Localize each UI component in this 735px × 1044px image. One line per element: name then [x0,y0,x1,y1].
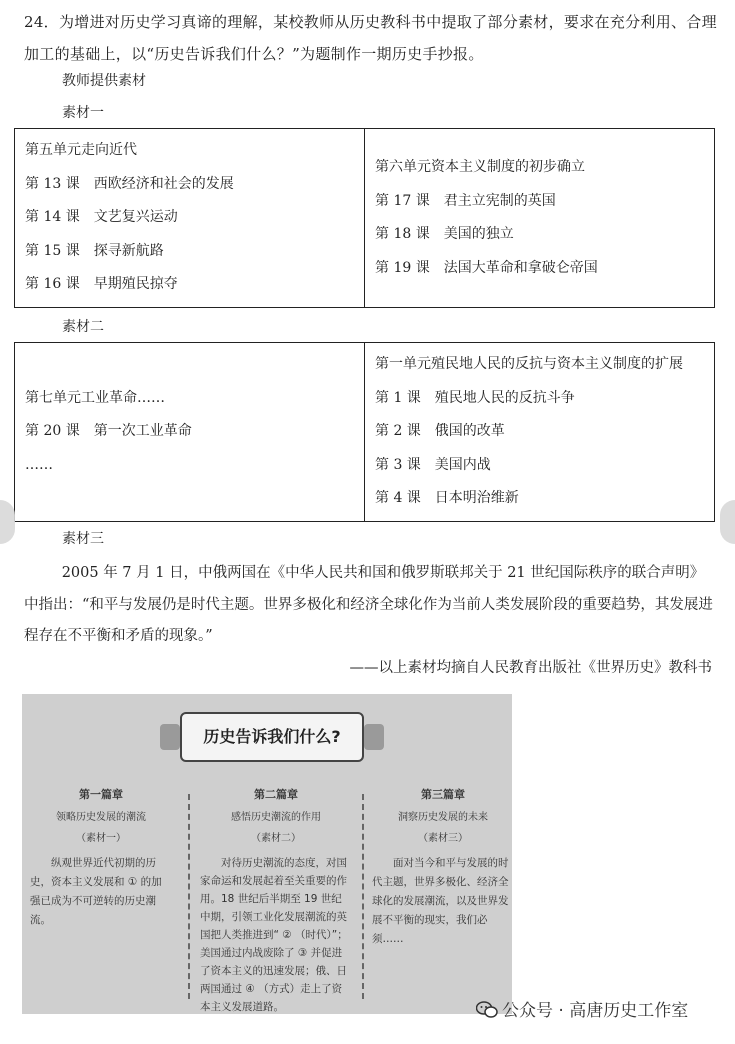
chapter-1-heading: 第一篇章 [79,788,123,801]
unit5-title: 第五单元走向近代 [25,142,137,159]
material-source: ——以上素材均摘自人民教育出版社《世界历史》教科书 [349,659,712,676]
lesson-3: 第 3 课 美国内战 [375,456,491,473]
watermark-text: 公众号 · 高唐历史工作室 [502,1001,689,1021]
poster-chapter-1 [30,786,172,1000]
material3-label: 素材三 [62,531,104,547]
unit6-title: 第六单元资本主义制度的初步确立 [375,159,585,175]
lesson-20: 第 20 课 第一次工业革命 [25,423,192,440]
material2-left-cell [15,343,365,522]
material2-right-cell [365,343,715,522]
poster-title: 历史告诉我们什么? [180,712,364,762]
poster-divider-2 [362,794,364,999]
lesson-1: 第 1 课 殖民地人民的反抗斗争 [375,389,575,406]
unit7-title: 第七单元工业革命…… [25,389,165,406]
lesson-16: 第 16 课 早期殖民掠夺 [25,276,178,293]
question-text: 24．为增进对历史学习真谛的理解，某校教师从历史教科书中提取了部分素材，要求在充分利用、合理加工的基础上，以“历史告诉我们什么？”为题制作一期历史手抄报。 [24,13,717,63]
chapter-3-subtitle: 洞察历史发展的未来 [398,812,488,823]
material3-block [24,558,714,684]
lesson-17: 第 17 课 君主立宪制的英国 [375,192,556,209]
chapter-3-heading: 第三篇章 [421,788,465,801]
lesson-4: 第 4 课 日本明治维新 [375,490,519,507]
poster-chapter-3 [372,786,512,1000]
lesson-19: 第 19 课 法国大革命和拿破仑帝国 [375,259,598,276]
lesson-13: 第 13 课 西欧经济和社会的发展 [25,175,234,192]
chapter-1-material: （素材一） [76,833,126,844]
material3-text: 2005 年 7 月 1 日，中俄两国在《中华人民共和国和俄罗斯联邦关于 21 世纪国际秩序的联合声明》中指出：“和平与发展仍是时代主题。世界多极化和经济全球化作为当前人类发展阶段的重要趋势，其发展进程存在不平衡和矛盾的现象。” [24,565,713,644]
poster-image [22,694,512,1014]
material1-right-cell [365,129,715,308]
material1-left-cell [15,129,365,308]
material2-ellipsis: …… [25,456,53,473]
lesson-14: 第 14 课 文艺复兴运动 [25,209,178,226]
previous-page-button[interactable] [0,500,15,544]
watermark [476,996,688,1021]
lesson-15: 第 15 课 探寻新航路 [25,242,164,259]
teacher-materials-label: 教师提供素材 [62,73,146,89]
material1-label: 素材一 [62,105,104,121]
unit1-title: 第一单元殖民地人民的反抗与资本主义制度的扩展 [375,356,683,373]
poster-chapter-2 [200,786,352,1013]
lesson-18: 第 18 课 美国的独立 [375,226,514,242]
chapter-2-heading: 第二篇章 [254,788,298,801]
chapter-1-body: 纵观世界近代初期的历史，资本主义发展和 ① 的加强已成为不可逆转的历史潮流。 [30,857,162,926]
chapter-2-subtitle: 感悟历史潮流的作用 [231,812,321,823]
chapter-2-material: （素材二） [251,833,301,844]
material2-table [14,342,715,522]
chapter-2-body: 对待历史潮流的态度，对国家命运和发展起着至关重要的作用。18 世纪后半期至 19 世纪中期，引领工业化发展潮流的英国把人类推进到“ ② （时代）”；美国通过内战废除了 ③ 并促进了资本主义的迅速发展；俄、日两国通过 ④ （方式）走上了资本主义发展道路。 [200,857,348,1013]
chapter-3-material: （素材三） [418,833,468,844]
poster-divider-1 [188,794,190,999]
material2-label: 素材二 [62,319,104,335]
chapter-1-subtitle: 领略历史发展的潮流 [56,812,146,823]
material1-table [14,128,715,308]
chapter-3-body: 面对当今和平与发展的时代主题，世界多极化、经济全球化的发展潮流，以及世界发展不平衡的现实，我们必须…… [372,857,509,945]
next-page-button[interactable] [720,500,735,544]
lesson-2: 第 2 课 俄国的改革 [375,423,505,440]
wechat-icon [476,1001,498,1019]
